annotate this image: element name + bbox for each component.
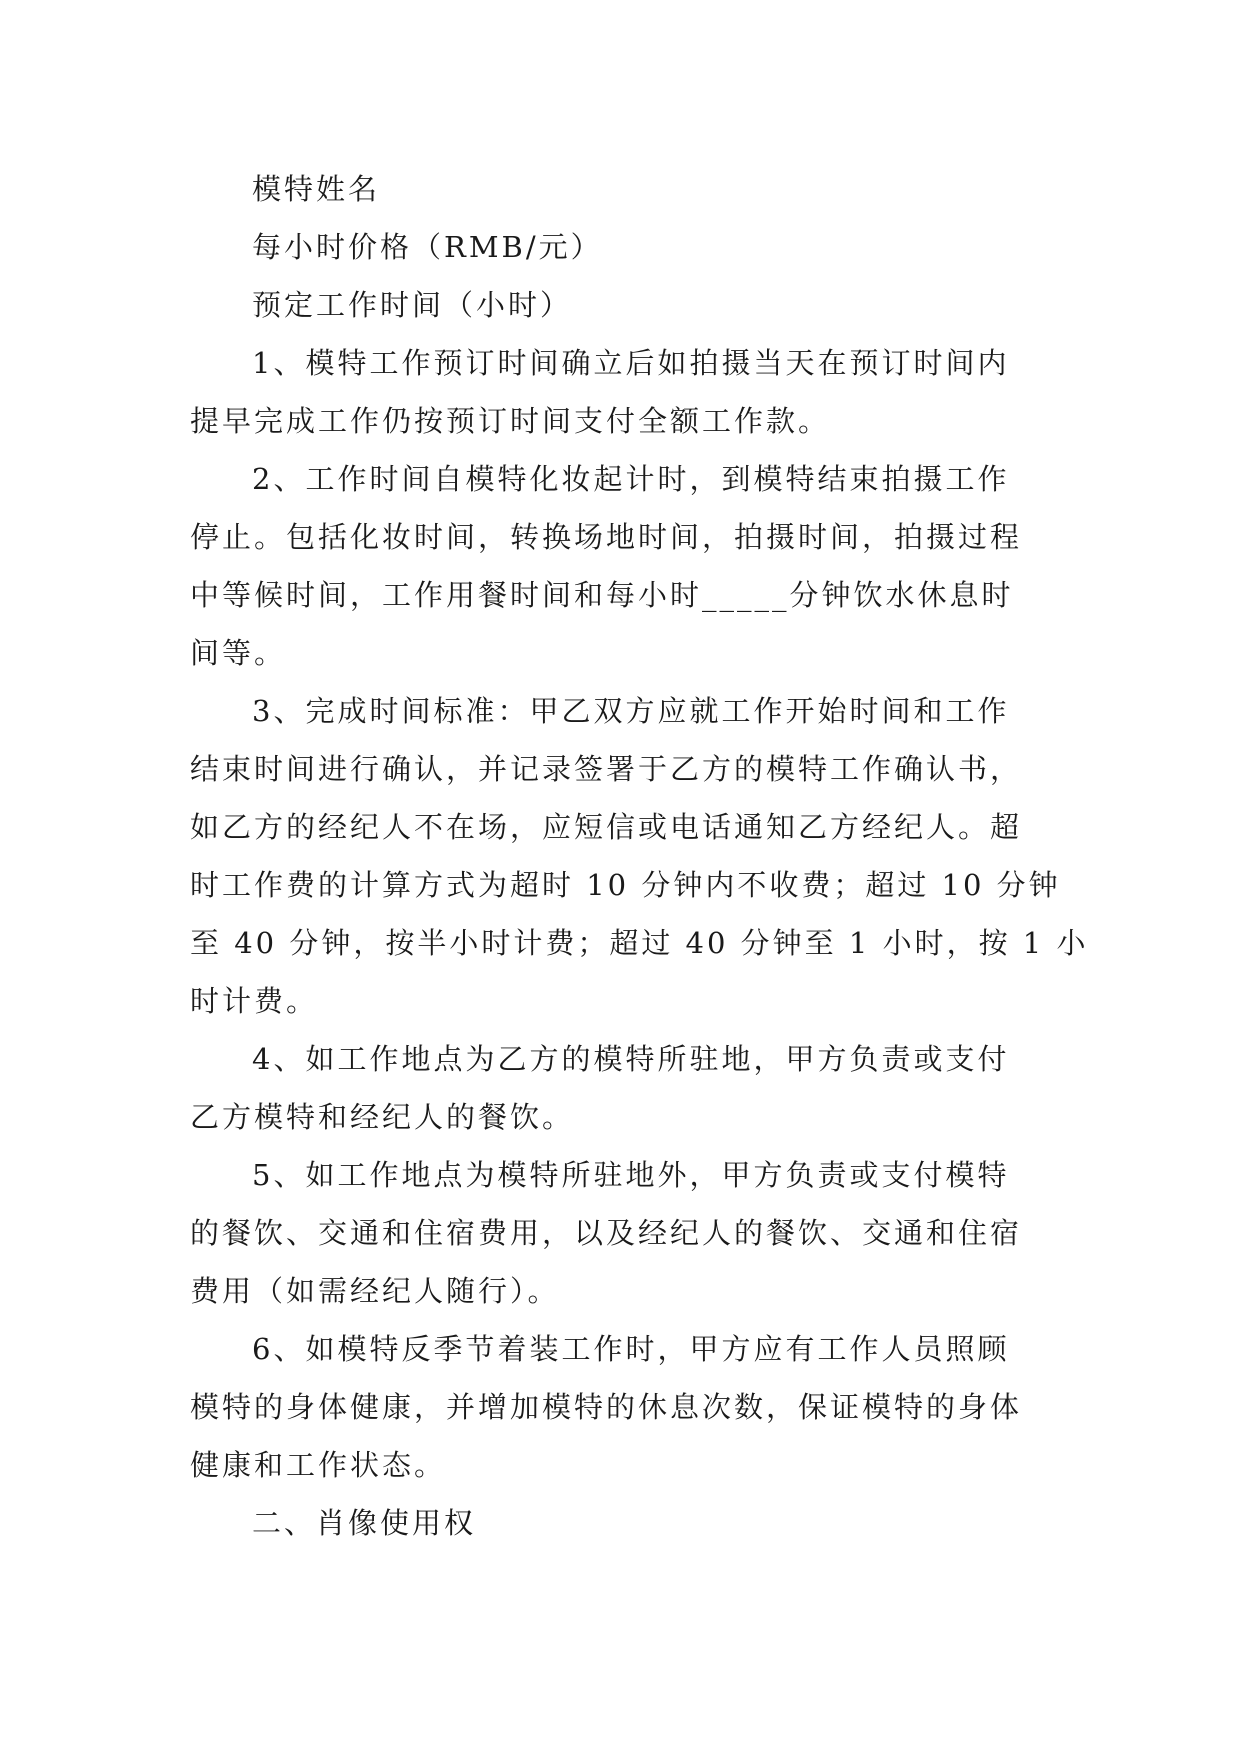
field-hourly-price: 每小时价格（RMB/元）	[252, 230, 603, 264]
clause-5-line-3: 费用（如需经纪人随行）。	[190, 1274, 560, 1308]
section-heading-portrait-rights: 二、肖像使用权	[252, 1506, 477, 1540]
clause-5-line-2: 的餐饮、交通和住宿费用，以及经纪人的餐饮、交通和住宿	[190, 1216, 1023, 1250]
clause-3-line-2: 结束时间进行确认，并记录签署于乙方的模特工作确认书，	[190, 752, 1023, 786]
clause-2-line-1: 2、工作时间自模特化妆起计时，到模特结束拍摄工作	[252, 462, 1010, 496]
clause-3-line-6: 时计费。	[190, 984, 319, 1018]
field-model-name: 模特姓名	[252, 172, 381, 206]
clause-6-line-3: 健康和工作状态。	[190, 1448, 447, 1482]
clause-3-line-5: 至 40 分钟，按半小时计费；超过 40 分钟至 1 小时，按 1 小	[190, 926, 1089, 960]
document-page	[190, 160, 1089, 1552]
clause-2-line-2: 停止。包括化妆时间，转换场地时间，拍摄时间，拍摄过程	[190, 520, 1023, 554]
clause-4-line-2: 乙方模特和经纪人的餐饮。	[190, 1100, 575, 1134]
clause-3-line-4: 时工作费的计算方式为超时 10 分钟内不收费；超过 10 分钟	[190, 868, 1061, 902]
clause-1-line-1: 1、模特工作预订时间确立后如拍摄当天在预订时间内	[252, 346, 1010, 380]
clause-3-line-3: 如乙方的经纪人不在场，应短信或电话通知乙方经纪人。超	[190, 810, 1023, 844]
clause-4-line-1: 4、如工作地点为乙方的模特所驻地，甲方负责或支付	[252, 1042, 1010, 1076]
field-booked-hours: 预定工作时间（小时）	[252, 288, 573, 322]
clause-2-line-3: 中等候时间，工作用餐时间和每小时_____分钟饮水休息时	[190, 578, 1014, 612]
clause-6-line-1: 6、如模特反季节着装工作时，甲方应有工作人员照顾	[252, 1332, 1010, 1366]
clause-2-line-4: 间等。	[190, 636, 287, 670]
clause-5-line-1: 5、如工作地点为模特所驻地外，甲方负责或支付模特	[252, 1158, 1010, 1192]
clause-1-line-2: 提早完成工作仍按预订时间支付全额工作款。	[190, 404, 831, 438]
clause-3-line-1: 3、完成时间标准：甲乙双方应就工作开始时间和工作	[252, 694, 1010, 728]
clause-6-line-2: 模特的身体健康，并增加模特的休息次数，保证模特的身体	[190, 1390, 1023, 1424]
